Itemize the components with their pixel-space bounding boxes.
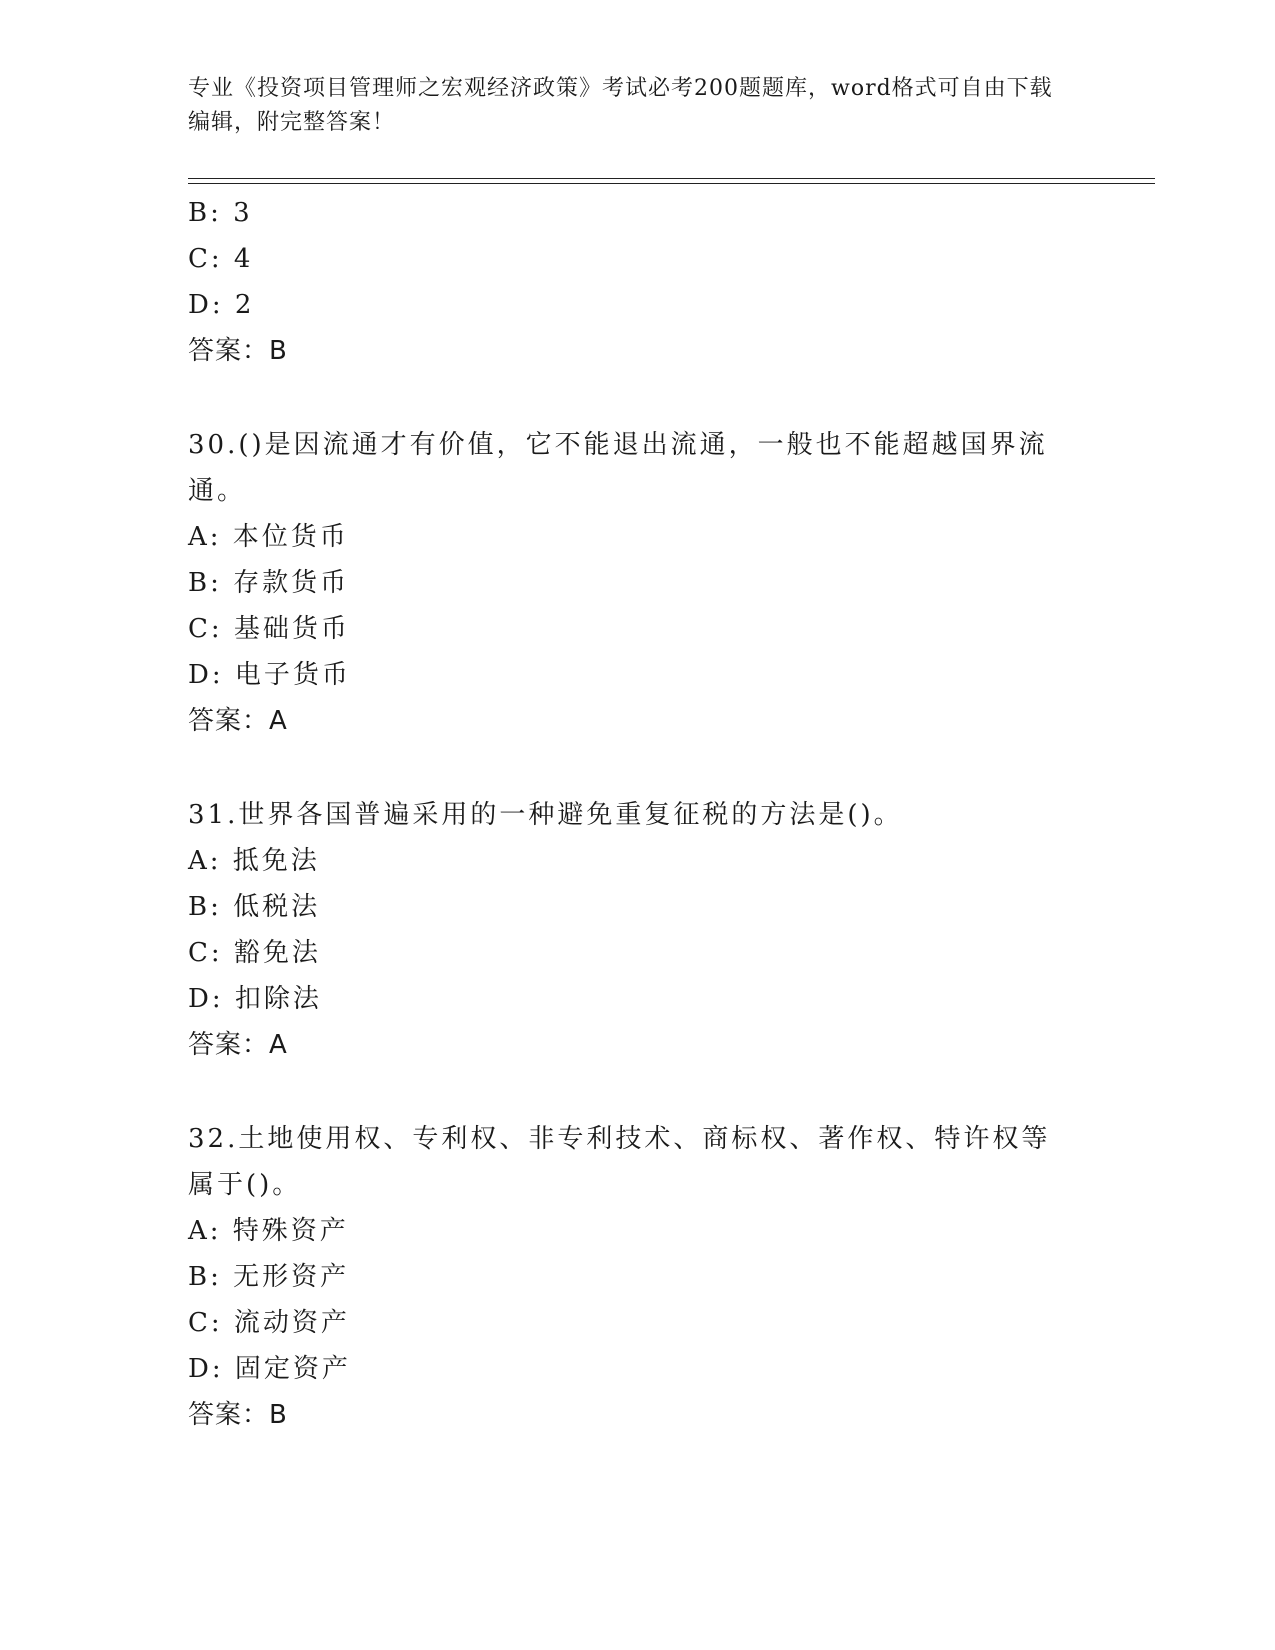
- option-c: C: 4: [188, 244, 254, 274]
- document-header-title: 专业《投资项目管理师之宏观经济政策》考试必考200题题库，word格式可自由下载编辑，附完整答案！: [188, 76, 1053, 135]
- question-31: [188, 792, 1078, 1068]
- option-b: B: 低税法: [188, 892, 321, 922]
- option-b: B: 存款货币: [188, 568, 350, 598]
- option-a: A: 抵免法: [188, 846, 320, 876]
- question-29-partial: [188, 190, 1078, 374]
- header-divider-bottom: [188, 183, 1155, 184]
- answer-line: 答案：A: [188, 1030, 288, 1060]
- question-30: [188, 422, 1078, 744]
- spacer: [188, 374, 1078, 422]
- option-b: B: 3: [188, 198, 253, 228]
- answer-line: 答案：B: [188, 1400, 288, 1430]
- option-c: C: 流动资产: [188, 1308, 350, 1338]
- spacer: [188, 744, 1078, 792]
- option-a: A: 本位货币: [188, 522, 349, 552]
- answer-line: 答案：A: [188, 706, 288, 736]
- option-d: D: 固定资产: [188, 1354, 351, 1384]
- option-c: C: 基础货币: [188, 614, 350, 644]
- question-32: [188, 1116, 1078, 1438]
- option-d: D: 扣除法: [188, 984, 322, 1014]
- option-c: C: 豁免法: [188, 938, 321, 968]
- answer-line: 答案：B: [188, 336, 288, 366]
- option-d: D: 2: [188, 290, 255, 320]
- spacer: [188, 1068, 1078, 1116]
- question-stem: 31.世界各国普遍采用的一种避免重复征税的方法是()。: [188, 800, 903, 830]
- option-b: B: 无形资产: [188, 1262, 350, 1292]
- option-d: D: 电子货币: [188, 660, 351, 690]
- option-a: A: 特殊资产: [188, 1216, 349, 1246]
- header-divider-top: [188, 178, 1155, 179]
- question-stem: 30.()是因流通才有价值，它不能退出流通，一般也不能超越国界流通。: [188, 430, 1048, 506]
- question-list: [188, 190, 1078, 1438]
- question-stem: 32.土地使用权、专利权、非专利技术、商标权、著作权、特许权等属于()。: [188, 1124, 1051, 1200]
